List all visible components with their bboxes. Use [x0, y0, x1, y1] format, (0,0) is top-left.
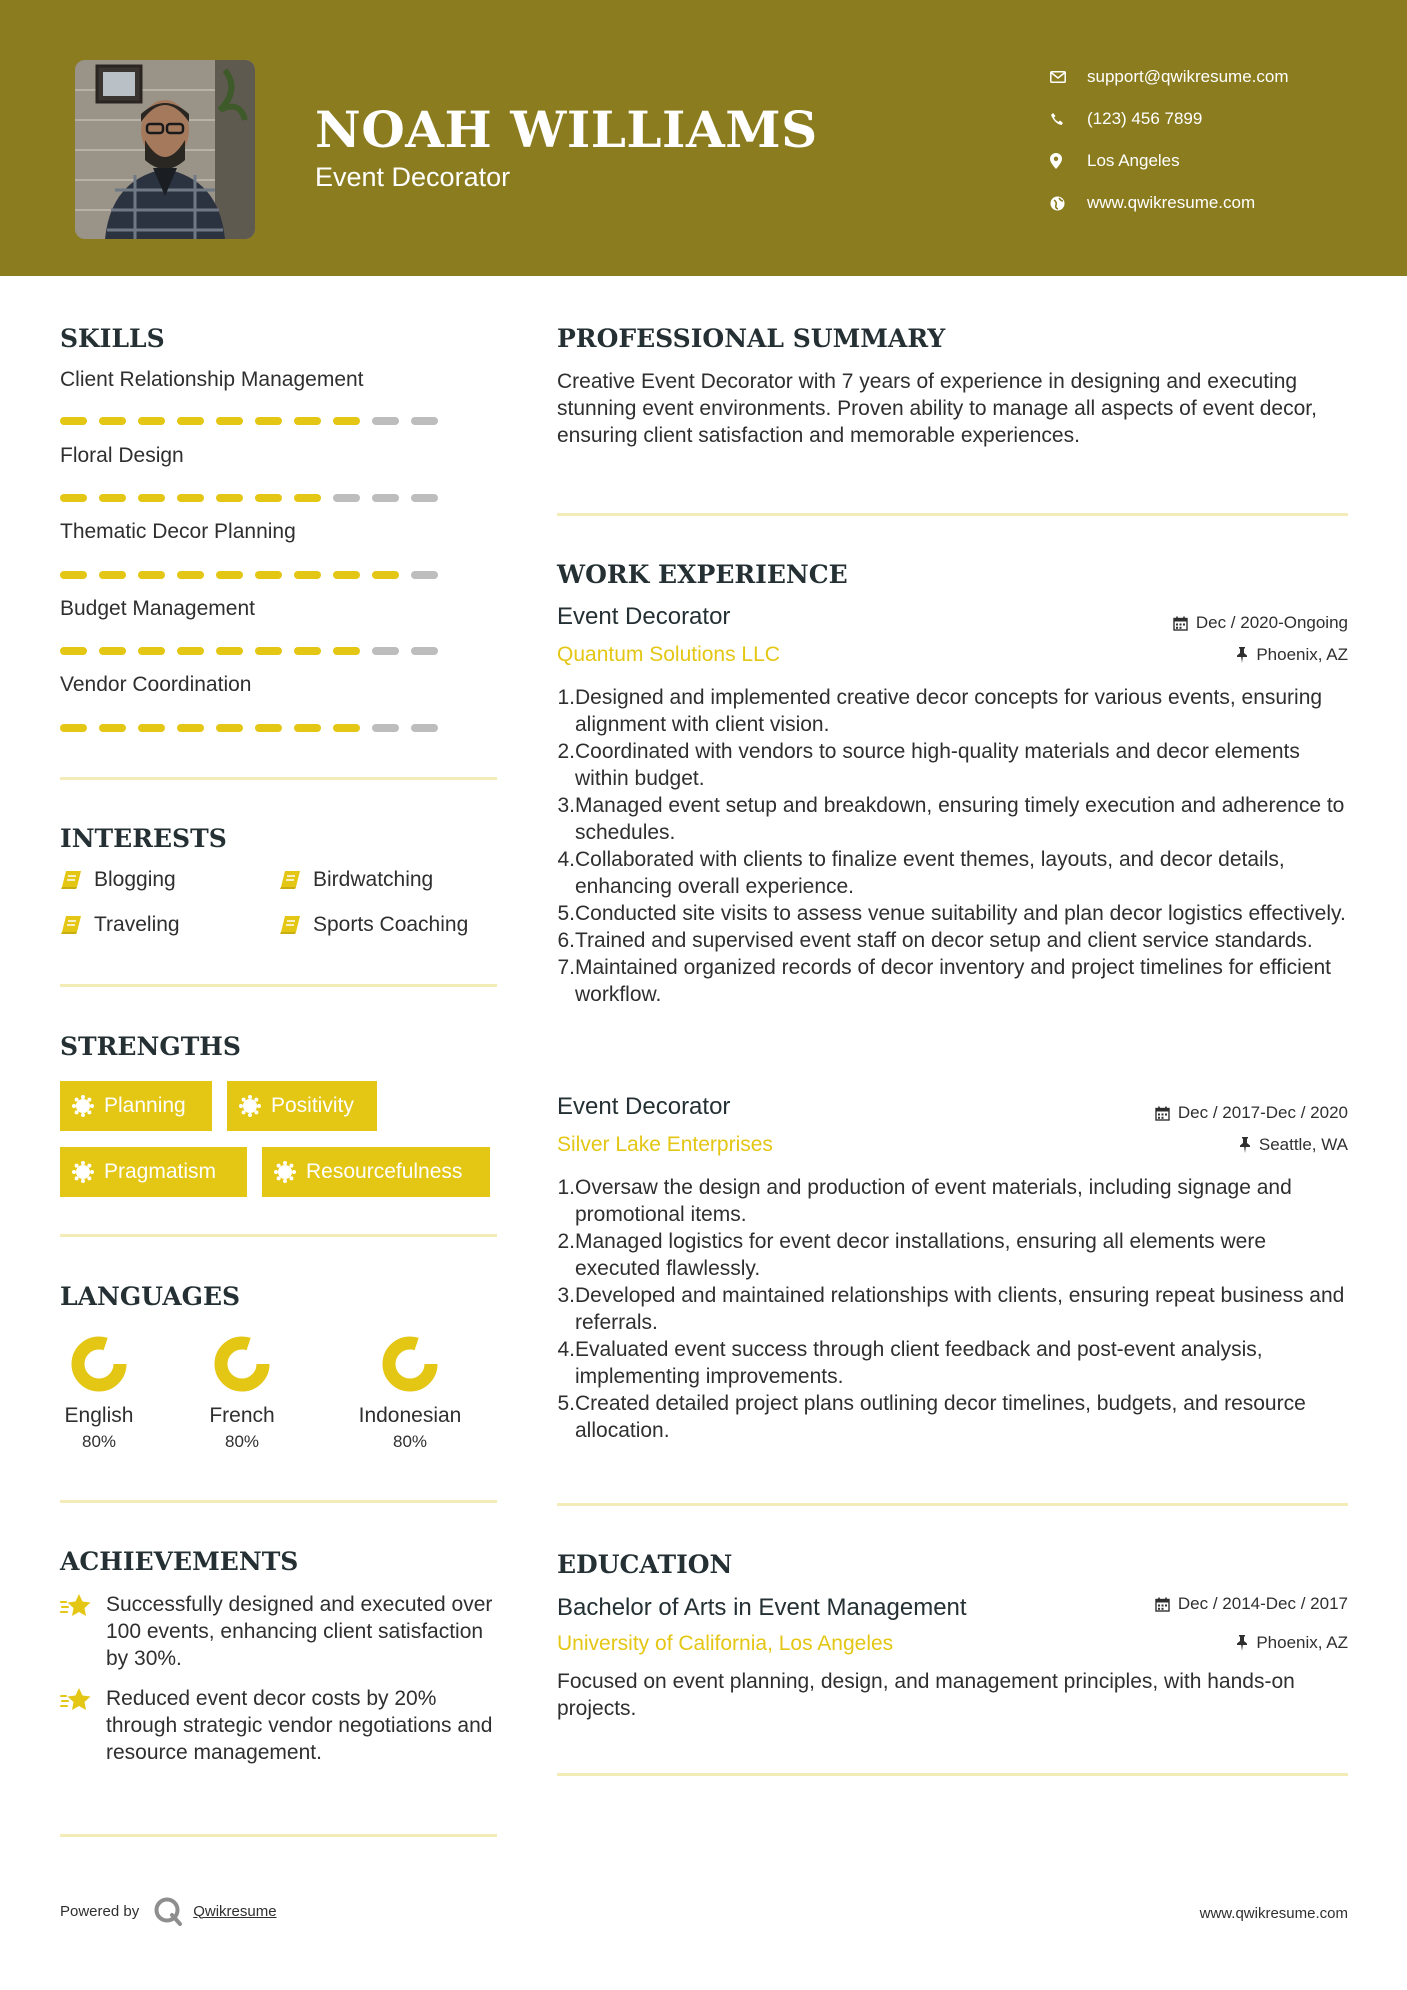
bullet-number: 5.	[557, 1392, 575, 1415]
strength-badge	[227, 1081, 377, 1131]
skills-heading: SKILLS	[60, 324, 165, 353]
languages-heading: LANGUAGES	[60, 1282, 241, 1311]
language-ring-arc	[78, 1343, 120, 1385]
calendar-icon	[1155, 1106, 1170, 1121]
job-dates	[1155, 1103, 1348, 1123]
interest-label: Blogging	[94, 868, 176, 891]
globe-icon	[1050, 196, 1087, 211]
achievement-text: Successfully designed and executed over 100 events, enhancing client satisfaction by 30%.	[106, 1593, 493, 1670]
skill-dash-filled	[333, 571, 360, 579]
skill-dash-filled	[177, 647, 204, 655]
book-icon	[279, 870, 301, 890]
language-name: French	[209, 1404, 275, 1427]
interest-item	[279, 868, 433, 892]
strength-badge	[262, 1147, 490, 1197]
job-bullets	[557, 1174, 1357, 1444]
skill-dash-filled	[294, 647, 321, 655]
map-pin-icon	[1050, 153, 1087, 169]
skill-dash-empty	[372, 417, 399, 425]
pushpin-icon	[1236, 647, 1248, 663]
contact-phone[interactable]	[1050, 98, 1289, 140]
company-name: Silver Lake Enterprises	[557, 1133, 773, 1156]
skill-dash-filled	[138, 571, 165, 579]
degree-title: Bachelor of Arts in Event Management	[557, 1594, 967, 1621]
section-divider	[60, 1500, 497, 1503]
section-divider	[557, 1773, 1348, 1776]
skill-dash-filled	[138, 647, 165, 655]
skill-dash-filled	[177, 494, 204, 502]
skill-dash-empty	[411, 724, 438, 732]
interest-item	[60, 913, 180, 937]
job-bullet	[557, 684, 1357, 738]
skill-dash-filled	[60, 647, 87, 655]
qwikresume-link[interactable]: Qwikresume	[193, 1902, 277, 1920]
achievement-item	[60, 1591, 500, 1672]
skill-dash-empty	[333, 494, 360, 502]
interest-label: Traveling	[94, 913, 180, 936]
job-bullet	[557, 738, 1357, 792]
language-ring	[210, 1332, 274, 1396]
skill-meter	[60, 724, 438, 732]
interest-label: Sports Coaching	[313, 913, 469, 936]
skill-dash-filled	[99, 647, 126, 655]
skill-name: Vendor Coordination	[60, 673, 252, 696]
skill-dash-empty	[372, 647, 399, 655]
experience-heading: WORK EXPERIENCE	[557, 560, 848, 589]
phone-icon	[1050, 112, 1087, 126]
skill-dash-filled	[216, 724, 243, 732]
skill-dash-filled	[294, 724, 321, 732]
skill-dash-empty	[411, 417, 438, 425]
powered-by-text: Powered by	[60, 1902, 140, 1920]
skill-dash-filled	[255, 647, 282, 655]
bullet-number: 1.	[557, 686, 575, 709]
skill-dash-filled	[216, 571, 243, 579]
strength-badge	[60, 1081, 212, 1131]
skill-dash-filled	[60, 417, 87, 425]
skill-dash-filled	[333, 417, 360, 425]
job-bullet	[557, 927, 1357, 954]
section-divider	[557, 1503, 1348, 1506]
pushpin-icon	[1239, 1137, 1251, 1153]
summary-heading: PROFESSIONAL SUMMARY	[557, 324, 946, 353]
contact-location-text: Los Angeles	[1087, 151, 1180, 170]
skill-dash-filled	[294, 417, 321, 425]
job-location-text: Seattle, WA	[1258, 1135, 1348, 1154]
skill-dash-filled	[216, 647, 243, 655]
bullet-text: Managed event setup and breakdown, ensuring timely execution and adherence to schedules.	[575, 794, 1345, 844]
contact-website[interactable]	[1050, 182, 1289, 224]
section-divider	[60, 984, 497, 987]
skill-dash-filled	[216, 494, 243, 502]
interest-item	[60, 868, 176, 892]
job-dates-text: Dec / 2017-Dec / 2020	[1177, 1103, 1348, 1122]
strength-badge	[60, 1147, 247, 1197]
bullet-text: Collaborated with clients to finalize event themes, layouts, and decor details, enhancing overall experience.	[575, 848, 1285, 898]
skill-dash-filled	[138, 724, 165, 732]
skill-dash-filled	[216, 417, 243, 425]
bullet-number: 6.	[557, 929, 575, 952]
education-location-text: Phoenix, AZ	[1256, 1633, 1348, 1652]
achievements-heading: ACHIEVEMENTS	[60, 1547, 299, 1576]
skill-dash-filled	[333, 647, 360, 655]
interests-heading: INTERESTS	[60, 824, 227, 853]
language-name: Indonesian	[358, 1404, 462, 1427]
job-bullet	[557, 792, 1357, 846]
contact-phone-text: (123) 456 7899	[1087, 109, 1203, 128]
job-title: Event Decorator	[557, 1093, 731, 1120]
skill-dash-empty	[411, 494, 438, 502]
contact-email-text: support@qwikresume.com	[1087, 67, 1289, 86]
candidate-name: NOAH WILLIAMS	[315, 100, 818, 159]
book-icon	[60, 915, 82, 935]
skill-dash-filled	[177, 571, 204, 579]
skill-dash-filled	[177, 724, 204, 732]
job-bullet	[557, 1390, 1357, 1444]
skill-dash-filled	[60, 724, 87, 732]
bullet-text: Designed and implemented creative decor concepts for various events, ensuring alignment with client vision.	[575, 686, 1323, 736]
education-location	[1236, 1633, 1348, 1653]
section-divider	[60, 777, 497, 780]
skill-name: Budget Management	[60, 597, 255, 620]
language-percent: 80%	[224, 1432, 260, 1451]
bullet-text: Coordinated with vendors to source high-quality materials and decor elements within budget.	[575, 740, 1300, 790]
job-bullet	[557, 1228, 1357, 1282]
education-dates-text: Dec / 2014-Dec / 2017	[1177, 1594, 1348, 1613]
qwikresume-logo-icon	[153, 1896, 183, 1926]
bullet-text: Maintained organized records of decor inventory and project timelines for efficient workflow.	[575, 956, 1332, 1006]
bullet-number: 2.	[557, 1230, 575, 1253]
language-ring	[67, 1332, 131, 1396]
skill-name: Client Relationship Management	[60, 368, 364, 391]
bullet-number: 1.	[557, 1176, 575, 1199]
job-title: Event Decorator	[557, 603, 731, 630]
contact-block	[1050, 56, 1289, 224]
skill-dash-filled	[333, 724, 360, 732]
contact-website-text: www.qwikresume.com	[1087, 193, 1256, 212]
bullet-number: 7.	[557, 956, 575, 979]
strength-label: Planning	[104, 1094, 186, 1117]
envelope-icon	[1050, 71, 1087, 83]
book-icon	[60, 870, 82, 890]
job-bullet	[557, 846, 1357, 900]
skill-dash-filled	[99, 724, 126, 732]
language-item	[172, 1332, 312, 1452]
profile-photo	[75, 60, 255, 239]
language-item	[340, 1332, 480, 1452]
star-icon	[60, 1593, 92, 1619]
skill-dash-filled	[138, 494, 165, 502]
section-divider	[60, 1834, 497, 1837]
skill-dash-filled	[294, 571, 321, 579]
bullet-text: Trained and supervised event staff on decor setup and client service standards.	[575, 929, 1313, 952]
skill-dash-filled	[255, 417, 282, 425]
skill-dash-empty	[372, 724, 399, 732]
skill-meter	[60, 494, 438, 502]
skill-dash-filled	[138, 417, 165, 425]
job-bullet	[557, 1336, 1357, 1390]
bullet-text: Evaluated event success through client feedback and post-event analysis, implementing improvements.	[575, 1338, 1263, 1388]
bullet-number: 4.	[557, 848, 575, 871]
skill-dash-filled	[99, 417, 126, 425]
school-name: University of California, Los Angeles	[557, 1632, 894, 1655]
language-item	[29, 1332, 169, 1452]
job-dates-text: Dec / 2020-Ongoing	[1195, 613, 1348, 632]
bullet-text: Created detailed project plans outlining decor timelines, budgets, and resource allocation.	[575, 1392, 1306, 1442]
skill-dash-empty	[411, 571, 438, 579]
skill-dash-filled	[99, 571, 126, 579]
bullet-text: Developed and maintained relationships with clients, ensuring repeat business and referrals.	[575, 1284, 1345, 1334]
bullet-number: 3.	[557, 794, 575, 817]
footer-powered-by	[60, 1896, 277, 1926]
skill-name: Thematic Decor Planning	[60, 520, 296, 543]
badge-star-icon	[72, 1161, 94, 1183]
skill-dash-empty	[372, 494, 399, 502]
language-ring-arc	[221, 1343, 263, 1385]
achievement-text: Reduced event decor costs by 20% through strategic vendor negotiations and resource management.	[106, 1687, 493, 1764]
job-location	[1236, 645, 1348, 665]
job-bullet	[557, 1282, 1357, 1336]
company-name: Quantum Solutions LLC	[557, 643, 780, 666]
strength-label: Positivity	[271, 1094, 354, 1117]
star-icon	[60, 1687, 92, 1713]
job-location	[1239, 1135, 1348, 1155]
job-bullet	[557, 900, 1357, 927]
job-bullets	[557, 684, 1357, 1008]
interest-label: Birdwatching	[313, 868, 434, 891]
section-divider	[557, 513, 1348, 516]
education-description: Focused on event planning, design, and management principles, with hands-on projects.	[557, 1670, 1295, 1720]
language-ring-arc	[389, 1343, 431, 1385]
footer-website[interactable]: www.qwikresume.com	[1199, 1905, 1348, 1922]
skill-dash-filled	[255, 494, 282, 502]
strengths-heading: STRENGTHS	[60, 1032, 241, 1061]
strength-label: Resourcefulness	[306, 1160, 463, 1183]
bullet-text: Conducted site visits to assess venue suitability and plan decor logistics effectively.	[575, 902, 1346, 925]
skill-dash-filled	[372, 571, 399, 579]
contact-email[interactable]	[1050, 56, 1289, 98]
calendar-icon	[1173, 616, 1188, 631]
achievement-item	[60, 1685, 500, 1766]
badge-star-icon	[274, 1161, 296, 1183]
contact-location	[1050, 140, 1289, 182]
language-percent: 80%	[81, 1432, 117, 1451]
skill-dash-empty	[411, 647, 438, 655]
job-bullet	[557, 954, 1357, 1008]
interest-item	[279, 913, 468, 937]
pushpin-icon	[1236, 1635, 1248, 1651]
job-bullet	[557, 1174, 1357, 1228]
section-divider	[60, 1234, 497, 1237]
skill-meter	[60, 647, 438, 655]
skill-name: Floral Design	[60, 444, 184, 467]
bullet-text: Oversaw the design and production of event materials, including signage and promotional items.	[575, 1176, 1292, 1226]
language-name: English	[64, 1404, 134, 1427]
badge-star-icon	[72, 1095, 94, 1117]
skill-meter	[60, 417, 438, 425]
language-ring	[378, 1332, 442, 1396]
bullet-number: 4.	[557, 1338, 575, 1361]
skill-meter	[60, 571, 438, 579]
book-icon	[279, 915, 301, 935]
job-dates	[1173, 613, 1348, 633]
education-dates	[1155, 1594, 1348, 1614]
strength-label: Pragmatism	[104, 1160, 217, 1183]
bullet-text: Managed logistics for event decor installations, ensuring all elements were executed flawlessly.	[575, 1230, 1267, 1280]
candidate-role: Event Decorator	[315, 162, 511, 192]
bullet-number: 3.	[557, 1284, 575, 1307]
skill-dash-filled	[177, 417, 204, 425]
skill-dash-filled	[99, 494, 126, 502]
badge-star-icon	[239, 1095, 261, 1117]
skill-dash-filled	[294, 494, 321, 502]
bullet-number: 2.	[557, 740, 575, 763]
header-banner	[0, 0, 1407, 276]
skill-dash-filled	[255, 571, 282, 579]
education-heading: EDUCATION	[557, 1550, 733, 1579]
skill-dash-filled	[60, 571, 87, 579]
skill-dash-filled	[255, 724, 282, 732]
skill-dash-filled	[60, 494, 87, 502]
summary-text: Creative Event Decorator with 7 years of experience in designing and executing stunning event environments. Proven ability to manage all aspects of event decor, ensuring client satisfaction and memorable experiences.	[557, 370, 1317, 447]
calendar-icon	[1155, 1597, 1170, 1612]
job-location-text: Phoenix, AZ	[1256, 645, 1348, 664]
bullet-number: 5.	[557, 902, 575, 925]
language-percent: 80%	[392, 1432, 428, 1451]
